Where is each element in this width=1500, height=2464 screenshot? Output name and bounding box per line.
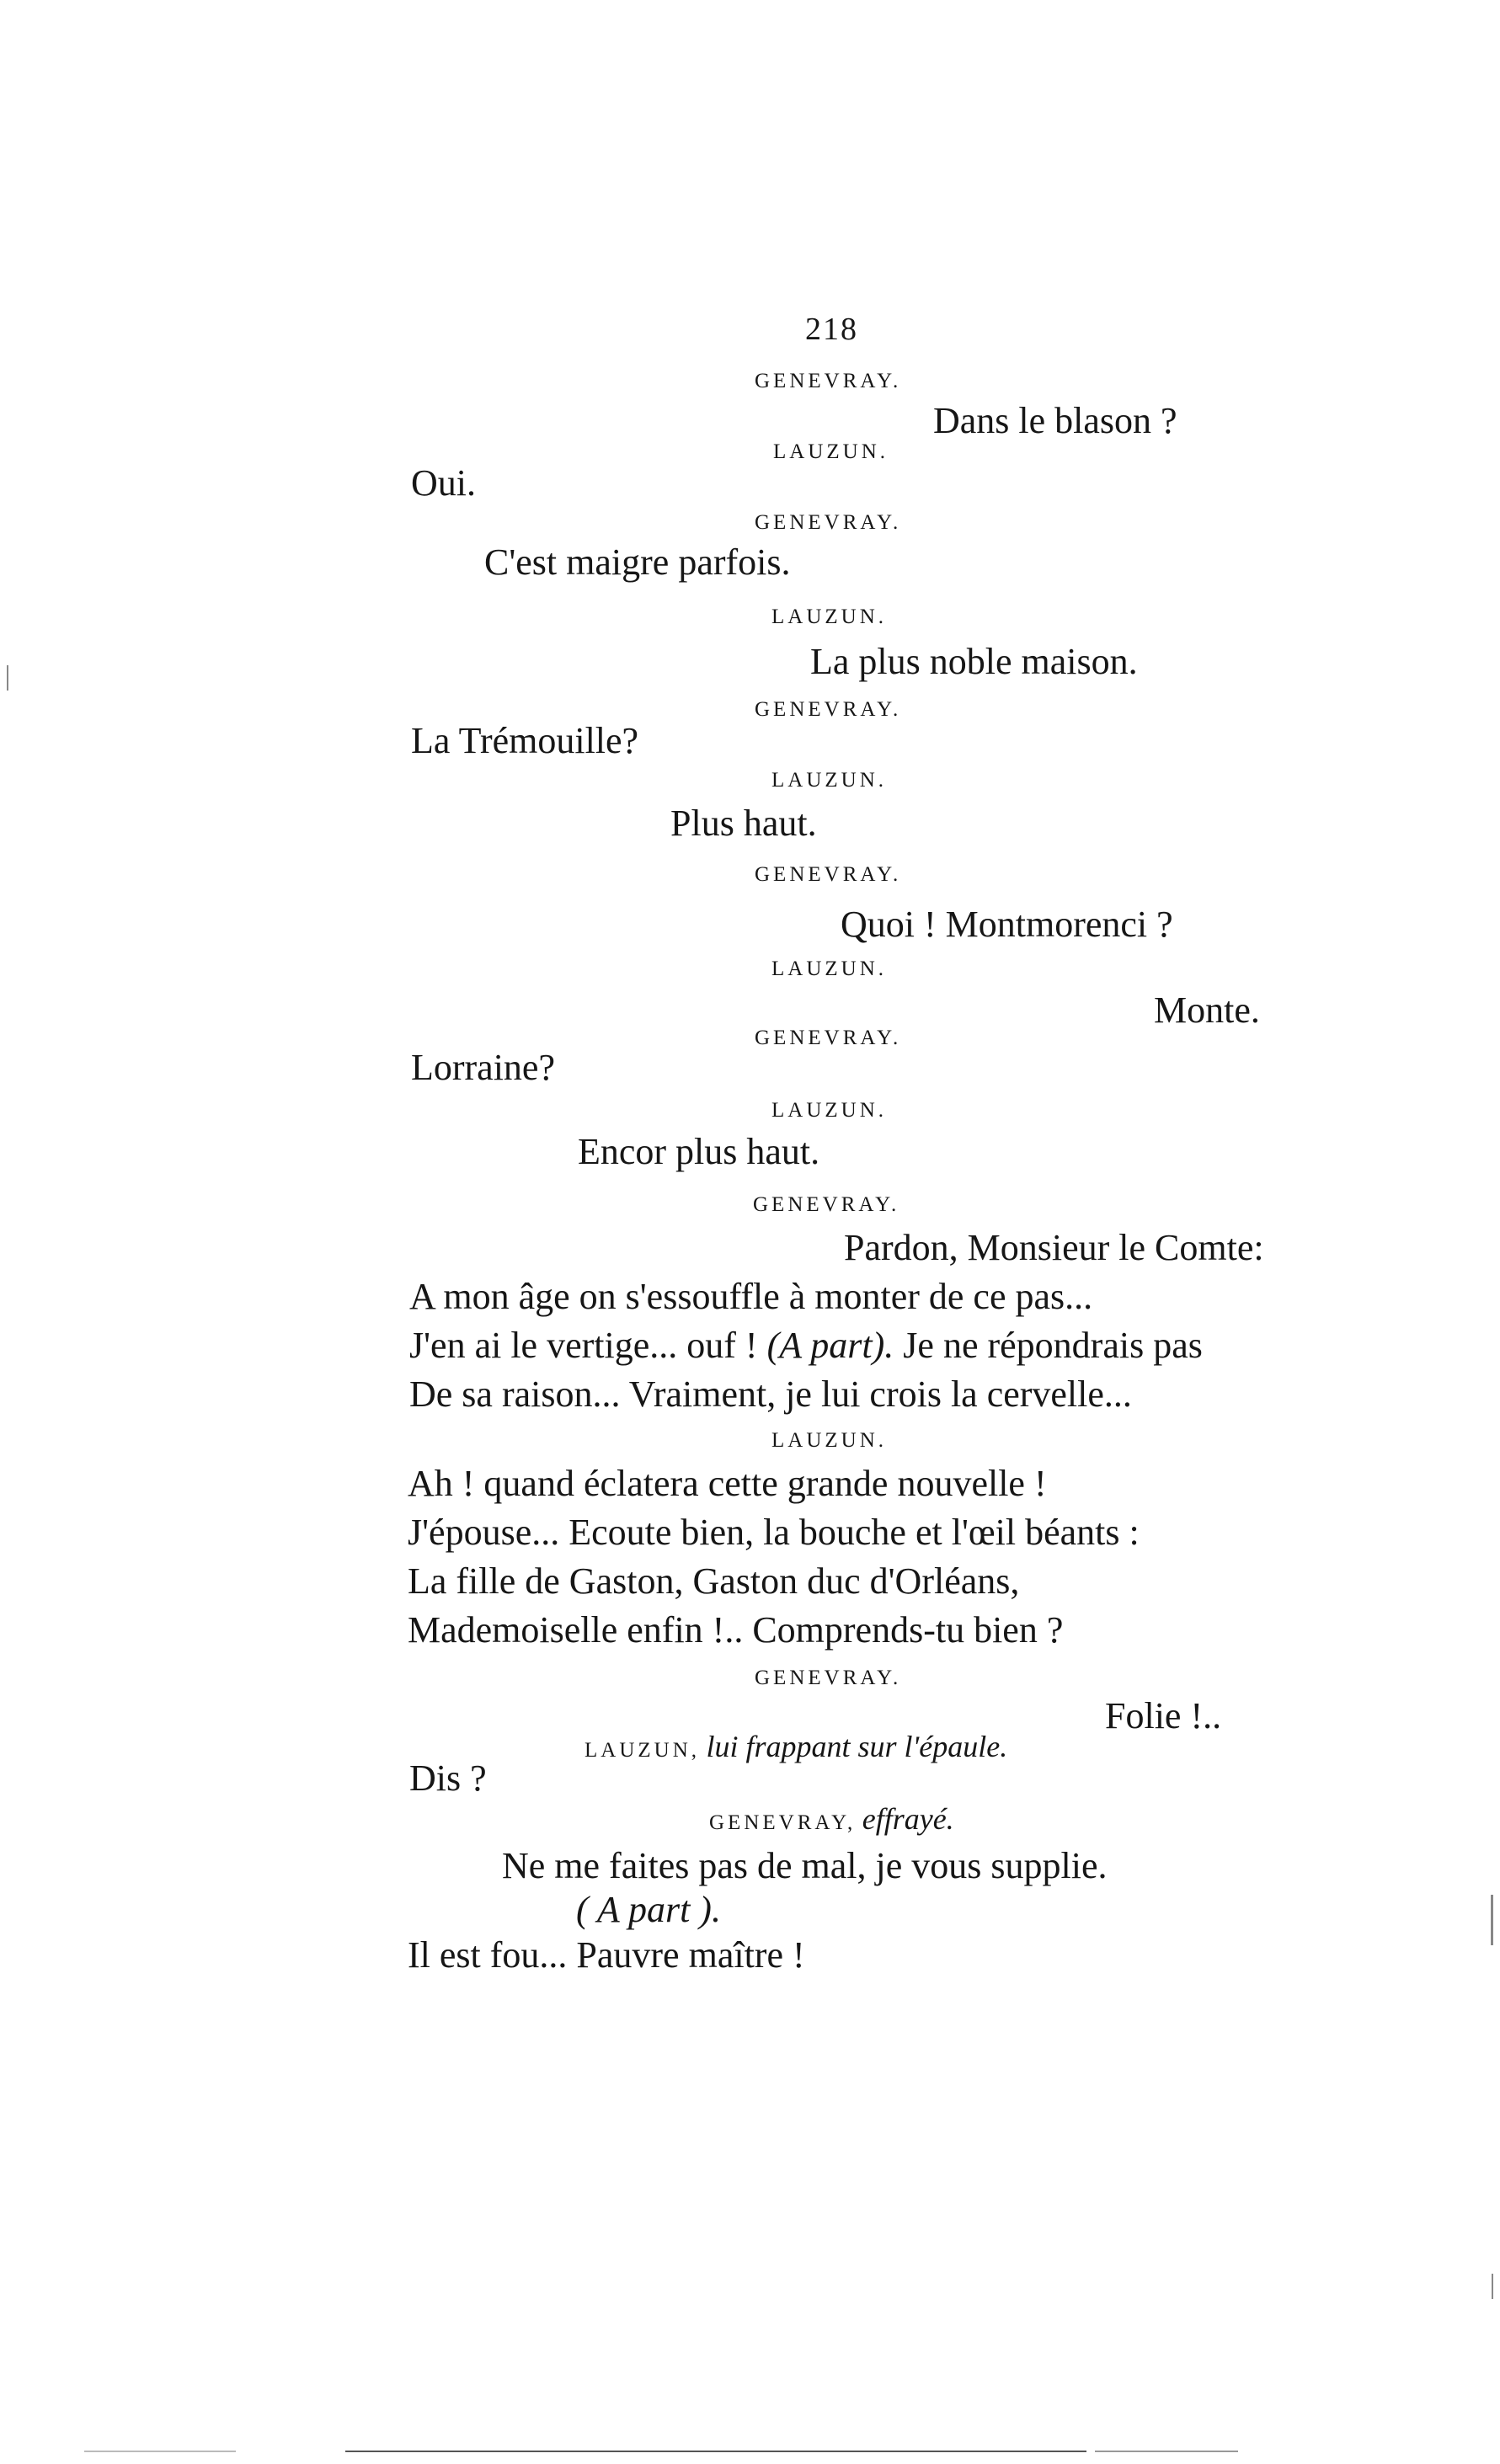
speaker-lauzun: LAUZUN,: [585, 1739, 701, 1762]
verse-line: Monte.: [1154, 989, 1260, 1031]
scan-edge-line: [84, 2451, 236, 2452]
verse-line: La Trémouille?: [411, 720, 639, 761]
speaker-genevray: GENEVRAY.: [755, 863, 902, 886]
speaker-genevray: GENEVRAY.: [755, 1667, 902, 1689]
speaker-lauzun: LAUZUN.: [771, 1429, 888, 1452]
speaker-lauzun: LAUZUN.: [771, 769, 888, 792]
speaker-lauzun: LAUZUN.: [771, 605, 888, 628]
speaker-genevray-with-direction: [709, 1804, 954, 1834]
verse-line: Folie !..: [1105, 1695, 1222, 1736]
scan-edge-line: [345, 2451, 1086, 2452]
verse-text: J'en ai le vertige... ouf !: [409, 1325, 758, 1366]
stage-direction: ( A part ).: [576, 1889, 721, 1930]
verse-line: Mademoiselle enfin !.. Comprends-tu bien ?: [408, 1609, 1064, 1651]
verse-text: Je ne répondrais pas: [903, 1325, 1203, 1366]
verse-line: De sa raison... Vraiment, je lui crois la cervelle...: [409, 1373, 1132, 1415]
verse-line: A mon âge on s'essouffle à monter de ce pas...: [409, 1276, 1093, 1317]
stage-direction: (A part).: [766, 1325, 894, 1366]
speaker-genevray: GENEVRAY.: [755, 698, 902, 721]
verse-line: J'épouse... Ecoute bien, la bouche et l'œil béants :: [408, 1512, 1140, 1553]
verse-line: Ne me faites pas de mal, je vous supplie.: [502, 1845, 1108, 1886]
scan-mark: [1491, 1895, 1493, 1945]
verse-line: C'est maigre parfois.: [484, 541, 791, 583]
verse-line: Oui.: [411, 462, 476, 504]
verse-line: Dans le blason ?: [933, 400, 1177, 441]
verse-line: Quoi ! Montmorenci ?: [841, 904, 1173, 945]
speaker-genevray: GENEVRAY.: [755, 1027, 902, 1049]
speaker-genevray: GENEVRAY,: [709, 1811, 857, 1834]
scan-edge-line: [1095, 2451, 1238, 2452]
stage-direction: lui frappant sur l'épaule.: [706, 1730, 1008, 1763]
speaker-lauzun-with-direction: [585, 1731, 1007, 1762]
speaker-genevray: GENEVRAY.: [753, 1193, 900, 1216]
verse-line: Pardon, Monsieur le Comte:: [844, 1227, 1264, 1268]
verse-line: Encor plus haut.: [578, 1131, 820, 1172]
page-number: 218: [805, 312, 858, 347]
speaker-lauzun: LAUZUN.: [771, 1099, 888, 1122]
speaker-lauzun: LAUZUN.: [771, 957, 888, 980]
verse-line: Lorraine?: [411, 1047, 555, 1088]
speaker-genevray: GENEVRAY.: [755, 511, 902, 534]
verse-line: Dis ?: [409, 1757, 487, 1799]
scan-mark: [1492, 2274, 1493, 2299]
verse-line: La plus noble maison.: [810, 641, 1138, 682]
verse-line: Plus haut.: [670, 803, 817, 844]
verse-line: Il est fou... Pauvre maître !: [408, 1934, 805, 1976]
speaker-genevray: GENEVRAY.: [755, 370, 902, 392]
stage-direction: effrayé.: [862, 1802, 954, 1836]
verse-line: [409, 1327, 1203, 1364]
verse-line: Ah ! quand éclatera cette grande nouvelle !: [408, 1463, 1047, 1504]
scan-mark: [7, 665, 8, 691]
verse-line: La fille de Gaston, Gaston duc d'Orléans,: [408, 1560, 1020, 1602]
speaker-lauzun: LAUZUN.: [773, 440, 889, 463]
